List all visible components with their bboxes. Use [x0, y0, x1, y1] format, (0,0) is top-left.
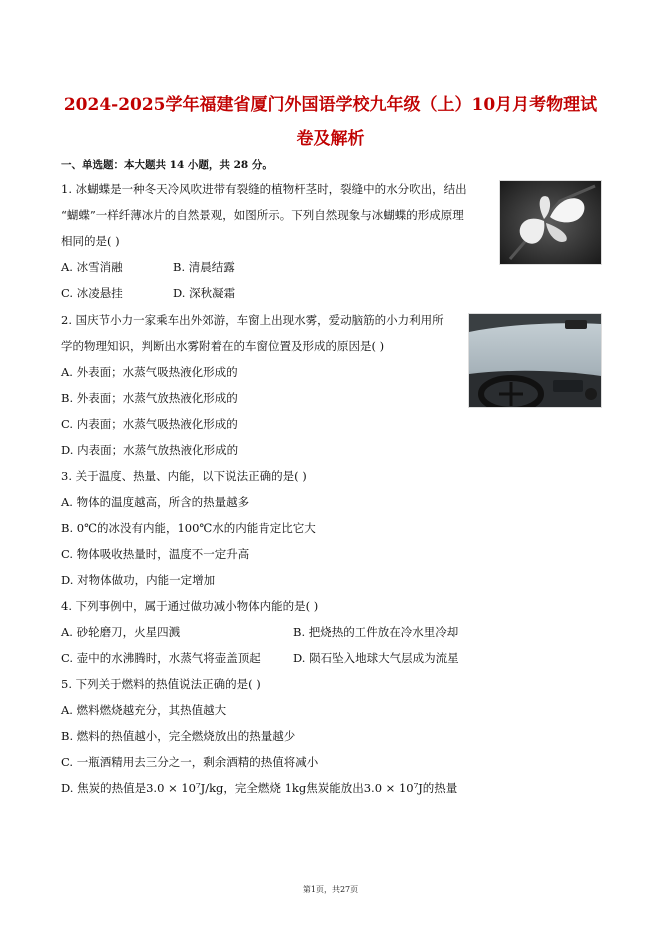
q2-option-b: B. 外表面；水蒸气放热液化形成的	[61, 391, 238, 405]
q2-stem-line-1: 2. 国庆节小力一家乘车出外郊游，车窗上出现水雾，爱动脑筋的小力利用所	[61, 313, 444, 327]
title-line-2: 卷及解析	[296, 129, 365, 149]
q3-option-a: A. 物体的温度越高，所含的热量越多	[61, 495, 250, 509]
q3-option-d: D. 对物体做功，内能一定增加	[61, 573, 216, 587]
q5-stem: 5. 下列关于燃料的热值说法正确的是( )	[61, 677, 261, 691]
q2-stem-line-2: 学的物理知识，判断出水雾附着在的车窗位置及形成的原因是( )	[61, 339, 385, 353]
q5-option-b: B. 燃料的热值越小，完全燃烧放出的热量越少	[61, 729, 296, 743]
q2-option-c: C. 内表面；水蒸气吸热液化形成的	[61, 417, 238, 431]
page-number-footer: 第1页，共27页	[302, 885, 359, 894]
q4-option-c: C. 壶中的水沸腾时，水蒸气将壶盖顶起	[61, 651, 261, 665]
q4-stem: 4. 下列事例中，属于通过做功减小物体内能的是( )	[61, 599, 319, 613]
title-line-1: 2024-2025学年福建省厦门外国语学校九年级（上）10月月考物理试	[63, 95, 598, 115]
section-heading: 一、单选题：本大题共 14 小题，共 28 分。	[61, 159, 273, 171]
q3-option-b: B. 0℃的冰没有内能，100℃水的内能肯定比它大	[61, 521, 316, 535]
q3-stem: 3. 关于温度、热量、内能，以下说法正确的是( )	[61, 469, 307, 483]
ice-butterfly-photo	[499, 180, 602, 265]
q4-option-a: A. 砂轮磨刀，火星四溅	[61, 625, 181, 639]
q2-option-d: D. 内表面；水蒸气放热液化形成的	[61, 443, 239, 457]
q4-option-b: B. 把烧热的工件放在冷水里冷却	[293, 625, 459, 639]
q1-option-d: D. 深秋凝霜	[173, 286, 236, 300]
q1-stem-line-2: “蝴蝶”一样纤薄冰片的自然景观，如图所示。下列自然现象与冰蝴蝶的形成原理	[61, 208, 464, 222]
q5-option-a: A. 燃料燃烧越充分，其热值越大	[61, 703, 227, 717]
q3-option-c: C. 物体吸收热量时，温度不一定升高	[61, 547, 250, 561]
q4-option-d: D. 陨石坠入地球大气层成为流星	[293, 651, 459, 665]
foggy-car-window-photo	[468, 313, 602, 408]
q1-option-a: A. 冰雪消融	[61, 260, 123, 274]
document-title	[40, 88, 621, 156]
q2-option-a: A. 外表面；水蒸气吸热液化形成的	[61, 365, 238, 379]
q1-stem-line-1: 1. 冰蝴蝶是一种冬天冷风吹进带有裂缝的植物杆茎时，裂缝中的水分吹出，结出	[61, 182, 467, 196]
q5-option-d: D. 焦炭的热值是3.0 × 10⁷J/kg，完全燃烧 1kg焦炭能放出3.0 × 10⁷J的热量	[61, 781, 458, 795]
q1-stem-line-3: 相同的是( )	[61, 234, 120, 248]
q1-option-c: C. 冰凌悬挂	[61, 286, 123, 300]
q1-option-b: B. 清晨结露	[173, 260, 235, 274]
q5-option-c: C. 一瓶酒精用去三分之一，剩余酒精的热值将减小	[61, 755, 319, 769]
